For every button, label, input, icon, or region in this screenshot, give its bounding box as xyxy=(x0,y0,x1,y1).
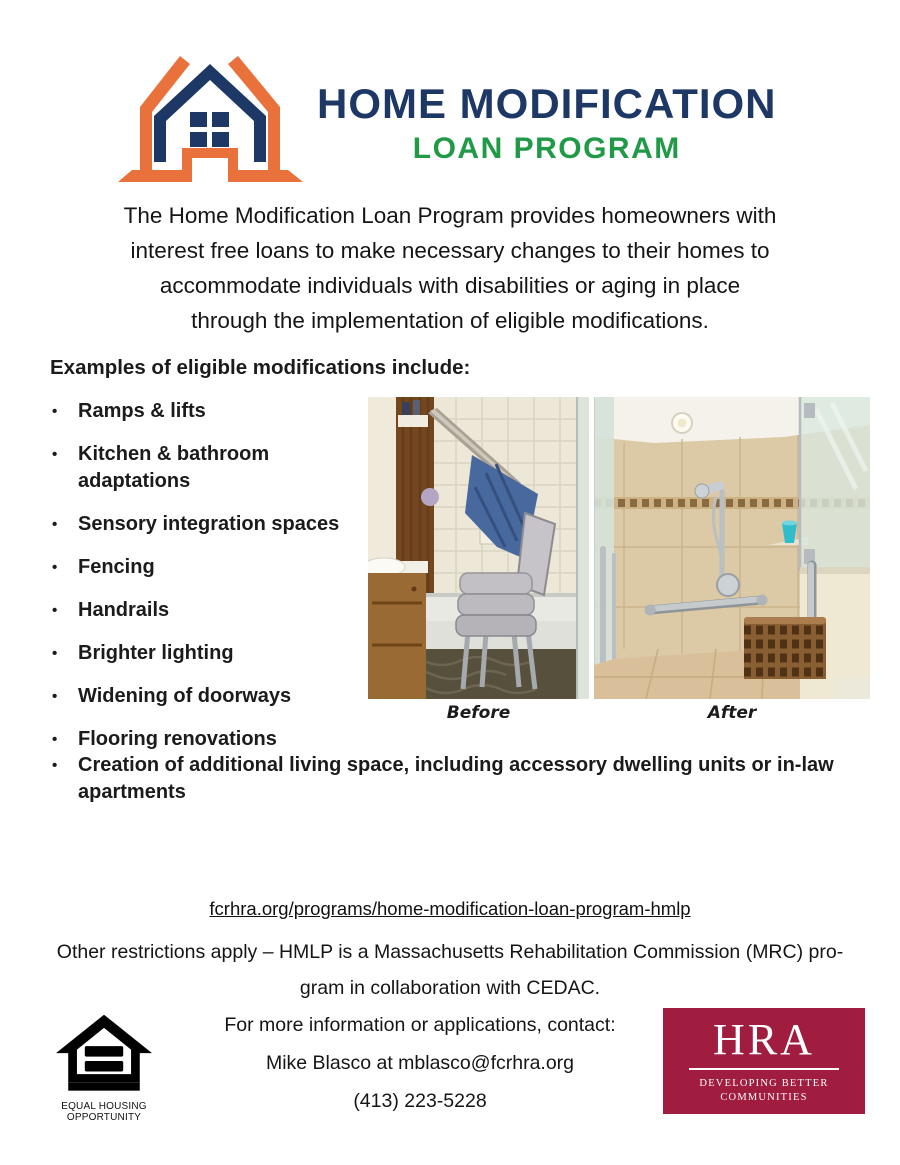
before-photo xyxy=(368,397,589,699)
list-item xyxy=(50,511,365,538)
restrictions-text xyxy=(0,934,900,1006)
brand-subtitle: LOAN PROGRAM xyxy=(412,132,681,166)
list-item xyxy=(50,441,365,495)
bullet-dot: • xyxy=(52,688,58,705)
intro-line: through the implementation of eligible modifications. xyxy=(191,308,709,333)
restrictions-line: gram in collaboration with CEDAC. xyxy=(299,977,601,999)
list-item xyxy=(50,752,882,806)
intro-line: accommodate individuals with disabilities or aging in place xyxy=(159,273,741,298)
bullet-dot: • xyxy=(52,403,58,420)
hra-tagline-line: COMMUNITIES xyxy=(720,1091,808,1103)
after-caption: After xyxy=(707,703,757,723)
restrictions-line: Other restrictions apply – HMLP is a Massachusetts Rehabilitation Commission (MRC) pro- xyxy=(56,941,844,963)
equal-housing-logo xyxy=(52,1014,156,1123)
bullet-dot: • xyxy=(52,731,58,748)
list-item-label: Fencing xyxy=(78,556,155,578)
list-item xyxy=(50,726,365,753)
brand-header xyxy=(118,50,777,195)
list-item xyxy=(50,398,365,425)
list-item-label: Kitchen & bathroom adaptations xyxy=(78,443,270,492)
bullet-dot: • xyxy=(52,757,58,774)
after-photo xyxy=(594,397,870,699)
brand-title: HOME MODIFICATION xyxy=(317,80,777,127)
list-item xyxy=(50,597,365,624)
list-item xyxy=(50,683,365,710)
list-item-label: Handrails xyxy=(78,599,170,621)
list-item-label: Widening of doorways xyxy=(78,685,292,707)
list-item-label: Ramps & lifts xyxy=(78,400,206,422)
examples-heading: Examples of eligible modifications include: xyxy=(50,356,471,379)
bullet-dot: • xyxy=(52,559,58,576)
hra-acronym: HRA xyxy=(713,1014,815,1064)
program-link[interactable]: fcrhra.org/programs/home-modification-loan-program-hmlp xyxy=(209,898,691,919)
list-item xyxy=(50,640,365,667)
brand-titles xyxy=(317,82,777,166)
hra-divider xyxy=(689,1068,839,1070)
bullet-dot: • xyxy=(52,602,58,619)
eho-label xyxy=(52,1101,156,1123)
contact-heading: For more information or applications, contact: xyxy=(224,1014,616,1036)
bullet-dot: • xyxy=(52,446,58,463)
bullet-dot: • xyxy=(52,645,58,662)
list-item-label: Flooring renovations xyxy=(78,728,277,750)
list-item xyxy=(50,554,365,581)
eho-label-line: EQUAL HOUSING xyxy=(61,1101,147,1112)
hra-tagline xyxy=(699,1077,828,1105)
before-figure xyxy=(368,397,589,723)
contact-email: Mike Blasco at mblasco@fcrhra.org xyxy=(265,1052,575,1074)
hra-tagline-line: DEVELOPING BETTER xyxy=(699,1077,829,1089)
modifications-list xyxy=(50,398,365,769)
after-figure xyxy=(594,397,870,723)
eho-label-line: OPPORTUNITY xyxy=(66,1112,142,1123)
eho-house-icon xyxy=(56,1081,152,1098)
bullet-dot: • xyxy=(52,516,58,533)
contact-phone: (413) 223-5228 xyxy=(353,1090,487,1112)
link-row xyxy=(0,898,900,920)
list-item-label: Brighter lighting xyxy=(78,642,234,664)
list-item-label: Sensory integration spaces xyxy=(78,513,340,535)
house-logo-icon xyxy=(118,50,303,195)
before-after-photos xyxy=(368,397,870,723)
list-item-label: Creation of additional living space, including accessory dwelling units or in-law apartments xyxy=(78,754,834,803)
intro-paragraph xyxy=(0,198,900,338)
intro-line: The Home Modification Loan Program provides homeowners with xyxy=(123,203,777,228)
before-caption: Before xyxy=(446,703,511,723)
contact-block xyxy=(140,1006,700,1120)
hra-logo xyxy=(663,1008,865,1114)
intro-line: interest free loans to make necessary changes to their homes to xyxy=(130,238,770,263)
